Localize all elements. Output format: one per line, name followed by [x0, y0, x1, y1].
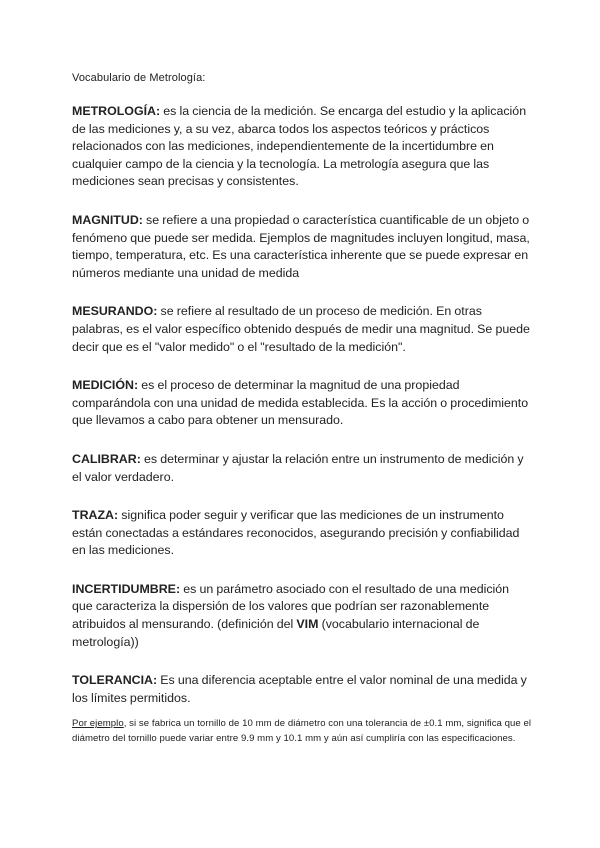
definition-text-mesurando: se refiere al resultado de un proceso de medición. En otras palabras, es el valor específico obtenido después de medir una magnitud. Se puede decir que es el "valor medido" o el "resultado de la medición". — [72, 304, 530, 354]
definition-text-magnitud: se refiere a una propiedad o característica cuantificable de un objeto o fenómeno que puede ser medida. Ejemplos de magnitudes incluyen longitud, masa, tiempo, temperatura, etc. Es una característica inherente que se puede expresar en números mediante una unidad de medida — [72, 212, 530, 280]
definition-traza — [72, 507, 532, 560]
term-mesurando: MESURANDO: — [72, 304, 158, 319]
term-calibrar: CALIBRAR: — [72, 451, 141, 466]
term-metrologia: METROLOGÍA: — [72, 104, 161, 118]
definition-calibrar — [72, 451, 532, 486]
definition-text-traza: significa poder seguir y verificar que las mediciones de un instrumento están conectadas a estándares reconocidos, asegurando precisión y confiabilidad en las mediciones. — [72, 508, 520, 558]
term-magnitud: MAGNITUD: — [72, 212, 143, 227]
definition-text-metrologia: es la ciencia de la medición. Se encarga del estudio y la aplicación de las mediciones y, a su vez, abarca todos los aspectos teóricos y prácticos relacionados con las mediciones, independientemente de la incertidumbre en cualquier campo de la ciencia y la tecnología. La metrología asegura que las mediciones sean precisas y consistentes. — [72, 104, 527, 189]
definition-incertidumbre — [72, 581, 532, 651]
definition-text-incertidumbre-part2: (vocabulario internacional de metrología)) — [72, 617, 480, 649]
term-incertidumbre: INCERTIDUMBRE: — [72, 581, 181, 596]
definition-magnitud — [72, 212, 532, 282]
definition-text-incertidumbre-part1: es un parámetro asociado con el resultado de una medición que caracteriza la dispersión de los valores que podrían ser razonablemente atribuidos al mensurando. (definición del — [72, 581, 510, 632]
vim-acronym: VIM — [296, 617, 319, 632]
example-text: , si se fabrica un tornillo de 10 mm de diámetro con una tolerancia de ±0.1 mm, significa que el diámetro del tornillo puede variar entre 9.9 mm y 10.1 mm y aún así cumpliría con las especificaciones. — [72, 718, 532, 744]
definition-metrologia — [72, 103, 532, 191]
definition-tolerancia — [72, 672, 532, 707]
term-traza: TRAZA: — [72, 508, 119, 523]
definition-text-tolerancia: Es una diferencia aceptable entre el valor nominal de una medida y los límites permitidos. — [72, 673, 527, 705]
document-title: Vocabulario de Metrología: — [72, 72, 206, 84]
example-paragraph — [72, 717, 532, 745]
document-page — [72, 70, 532, 746]
definition-text-calibrar: es determinar y ajustar la relación entre un instrumento de medición y el valor verdadero. — [72, 451, 524, 484]
term-tolerancia: TOLERANCIA: — [72, 673, 158, 688]
definition-mesurando — [72, 303, 532, 356]
definition-medicion — [72, 377, 532, 430]
example-lead: Por ejemplo — [72, 718, 124, 730]
definition-text-medicion: es el proceso de determinar la magnitud de una propiedad comparándola con una unidad de medida establecida. Es la acción o procedimiento que llevamos a cabo para obtener un mensurado. — [72, 378, 529, 428]
term-medicion: MEDICIÓN: — [72, 378, 139, 393]
